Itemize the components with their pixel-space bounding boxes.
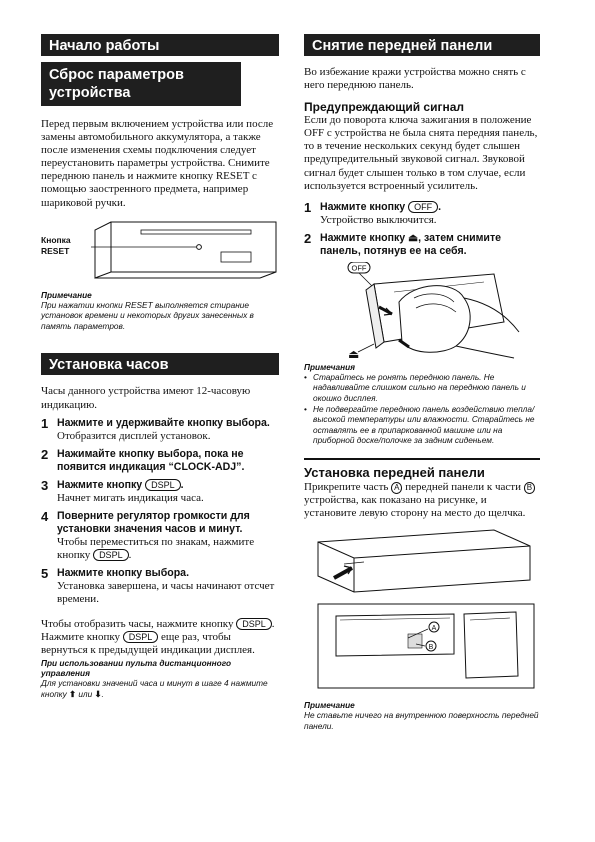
- note-text: При нажатии кнопки RESET выполняется стирание установок времени и некоторых других занесенных в память параметров.: [41, 299, 254, 331]
- remove-intro: Во избежание кражи устройства можно снять с него переднюю панель.: [304, 66, 526, 92]
- step-instruction: Нажимайте кнопку выбора, пока не появится индикация “CLOCK-ADJ”.: [57, 447, 245, 473]
- arrow-up-icon: ⬆: [69, 688, 76, 699]
- step-number: 1: [304, 199, 312, 215]
- reset-label-line1: Кнопка: [41, 234, 71, 245]
- step-number: 3: [41, 477, 49, 493]
- clock-step: [41, 417, 279, 443]
- step-instruction: Поверните регулятор громкости для установки значения часов и минут.: [57, 509, 250, 535]
- step-number: 4: [41, 508, 49, 524]
- reset-button-hole: [197, 244, 202, 249]
- dspl-key-icon: DSPL: [123, 631, 159, 643]
- install-heading: Установка передней панели: [304, 464, 485, 480]
- section-heading-remove-panel: Снятие передней панели: [304, 34, 540, 56]
- remote-note-text: Для установки значений часа и минут в шаге 4 нажмите кнопку ⬆ или ⬇.: [41, 677, 268, 699]
- eject-icon: ⏏: [408, 231, 419, 244]
- note-item: Старайтесь не ронять переднюю панель. Не надавливайте слишком сильно на переднюю панель и окошко дисплея.: [313, 371, 526, 403]
- step-result: Начнет мигать индикация часа.: [57, 491, 204, 504]
- remove-step: [304, 232, 540, 258]
- dspl-key-icon: DSPL: [236, 618, 272, 630]
- step-instruction: Нажмите и удерживайте кнопку выбора.: [57, 416, 270, 429]
- clock-intro: Часы данного устройства имеют 12-часовую индикацию.: [41, 385, 251, 411]
- warning-heading: Предупреждающий сигнал: [304, 100, 465, 115]
- step-result: Чтобы переместиться по знакам, нажмите кнопку DSPL .: [57, 535, 255, 561]
- display-clock-paragraph: Чтобы отобразить часы, нажмите кнопку DSPL . Нажмите кнопку DSPL еще раз, чтобы вернуться к предыдущей индикации дисплея.: [41, 617, 275, 656]
- hand-removing-panel-illustration: [344, 262, 534, 360]
- reset-paragraph: Перед первым включением устройства или после замены автомобильного аккумулятора, а также после изменения схемы подключения следует переустановить параметры устройства. Снимите переднюю панель и нажмите кнопку RESET с помощью заостренного предмета, например шариковой ручки.: [41, 118, 274, 209]
- clock-step: [41, 510, 279, 562]
- remote-note-title: При использовании пульта дистанционного управления: [41, 657, 232, 678]
- reset-figure: [41, 220, 279, 282]
- note2-title: Примечание: [304, 700, 355, 711]
- step-number: 5: [41, 565, 49, 581]
- section-heading-reset: Сброс параметров устройства: [41, 62, 241, 106]
- fig-eject-icon: ⏏: [348, 346, 360, 360]
- step-instruction: Нажмите кнопку выбора.: [57, 566, 190, 579]
- clock-step: [41, 448, 279, 474]
- left-column: [41, 34, 279, 699]
- bullet-icon: •: [304, 371, 307, 382]
- clock-step: [41, 567, 279, 606]
- fig-off-label: OFF: [351, 263, 367, 273]
- note-bullet: [304, 372, 540, 404]
- arrow-down-icon: ⬇: [94, 688, 102, 699]
- note-title: Примечание: [41, 289, 92, 300]
- unit-front-illustration: [91, 220, 281, 280]
- step-result: Отобразится дисплей установок.: [57, 429, 211, 442]
- step-instruction: Нажмите кнопку ⏏, затем снимите панель, потянув ее на себя.: [320, 231, 502, 257]
- clock-step: [41, 479, 279, 505]
- part-b-icon: B: [524, 482, 535, 494]
- step-result: Устройство выключится.: [320, 213, 437, 226]
- dspl-key-icon: DSPL: [93, 549, 129, 561]
- install-panel-figure: [304, 528, 540, 698]
- step-number: 2: [41, 446, 49, 462]
- section-divider: [304, 458, 540, 460]
- remove-panel-figure: [304, 262, 540, 360]
- note2-text: Не ставьте ничего на внутреннюю поверхность передней панели.: [304, 710, 539, 731]
- fig-part-a-label: A: [431, 625, 437, 633]
- section-heading-getting-started: Начало работы: [41, 34, 279, 56]
- notes-title: Примечания: [304, 361, 356, 372]
- step-instruction: Нажмите кнопку DSPL .: [57, 478, 184, 491]
- section-heading-clock: Установка часов: [41, 353, 279, 375]
- step-number: 1: [41, 415, 49, 431]
- reset-label-line2: RESET: [41, 245, 70, 256]
- dspl-key-icon: DSPL: [145, 479, 181, 491]
- note-bullet: [304, 404, 540, 446]
- bullet-icon: •: [304, 403, 307, 414]
- step-number: 2: [304, 230, 312, 246]
- off-key-icon: OFF: [408, 201, 438, 213]
- warning-text: Если до поворота ключа зажигания в положение OFF с устройства не была снята передняя панель, то в течение нескольких секунд будет слышен предупредительный звуковой сигнал. Звуковой сигнал будет слышен только в том случае, если используется встроенный усилитель.: [304, 114, 538, 192]
- install-text: Прикрепите часть A передней панели к части B устройства, как показано на рисунке, и установите левую сторону на место до щелчка.: [304, 481, 540, 520]
- step-result: Установка завершена, и часы начинают отсчет времени.: [57, 579, 275, 605]
- clock-steps: [41, 417, 279, 606]
- right-column: [304, 34, 540, 731]
- attach-panel-illustration: [304, 528, 540, 698]
- part-a-icon: A: [391, 482, 402, 494]
- fig-part-b-label: B: [428, 644, 434, 652]
- step-instruction: Нажмите кнопку OFF .: [320, 200, 442, 213]
- remove-step: [304, 201, 540, 227]
- note-item: Не подвергайте переднюю панель воздействию тепла/высокой температуры или влажности. Старайтесь не оставлять ее в припаркованной машине или на приборной доске/полочке за задним сиденьем.: [313, 403, 535, 446]
